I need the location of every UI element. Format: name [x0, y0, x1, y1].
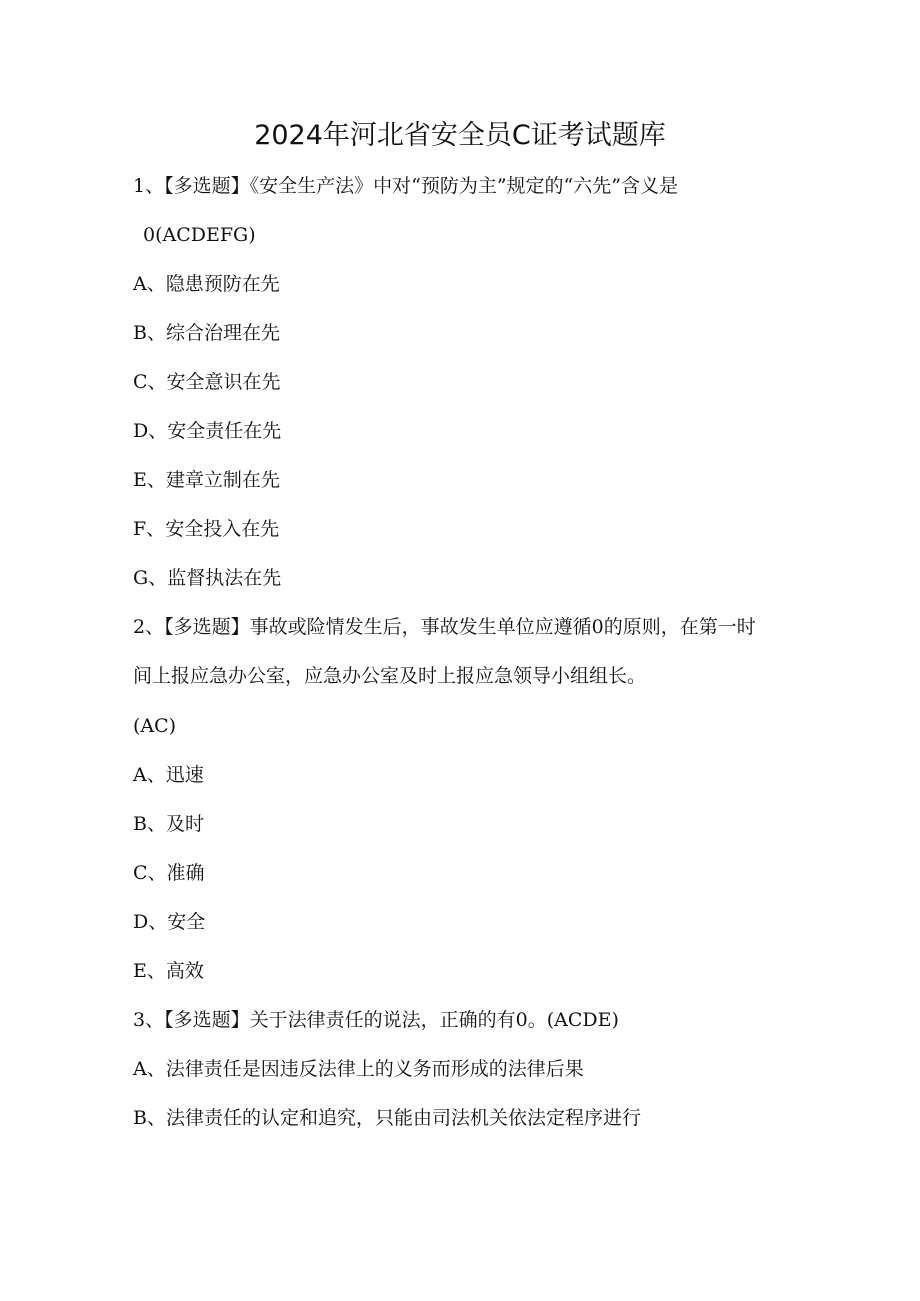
option-text: 高效 — [165, 960, 204, 982]
option-text: 迅速 — [165, 764, 204, 786]
option-letter: B、 — [133, 813, 166, 835]
option-text: 监督执法在先 — [167, 567, 282, 589]
question-1-option-e — [133, 466, 280, 494]
option-text: 安全意识在先 — [166, 371, 281, 393]
question-2-option-a — [133, 761, 204, 789]
option-letter: E、 — [133, 469, 166, 491]
question-3-option-a — [133, 1055, 584, 1083]
option-text: 法律责任的认定和追究，只能由司法机关依法定程序进行 — [165, 1107, 641, 1129]
question-2-option-c — [133, 859, 205, 887]
option-letter: D、 — [133, 420, 168, 442]
question-3-type: 【多选题】 — [164, 1009, 250, 1031]
question-1-line-2: 0(ACDEFG) — [143, 224, 256, 246]
question-1-option-g — [133, 564, 281, 592]
question-1-option-a — [133, 270, 280, 298]
question-1-option-c — [133, 368, 281, 396]
option-text: 综合治理在先 — [165, 322, 280, 344]
question-2-answer: (AC) — [133, 715, 177, 737]
question-3-line-1 — [133, 1006, 619, 1034]
document-title: 2024年河北省安全员C证考试题库 — [254, 120, 666, 151]
question-2-line-1 — [133, 613, 756, 641]
option-letter: A、 — [133, 273, 166, 295]
option-text: 及时 — [165, 813, 204, 835]
question-1-line-1 — [133, 172, 678, 200]
option-letter: C、 — [133, 371, 167, 393]
question-2-text: 事故或险情发生后，事故发生单位应遵循0的原则，在第一时 — [249, 616, 756, 638]
question-1-number: 1、 — [133, 175, 165, 197]
option-text: 隐患预防在先 — [165, 273, 280, 295]
question-1-option-b — [133, 319, 280, 347]
option-text: 安全 — [167, 911, 206, 933]
option-letter: E、 — [133, 960, 166, 982]
question-2-option-e — [133, 957, 204, 985]
option-text: 准确 — [166, 862, 205, 884]
option-letter: A、 — [133, 764, 166, 786]
question-3-text: 关于法律责任的说法，正确的有0。(ACDE) — [249, 1009, 619, 1031]
question-3-number: 3、 — [133, 1009, 165, 1031]
option-letter: B、 — [133, 1107, 166, 1129]
option-letter: C、 — [133, 862, 167, 884]
option-letter: G、 — [133, 567, 168, 589]
option-letter: F、 — [133, 518, 166, 540]
question-3-option-b — [133, 1104, 641, 1132]
question-2-number: 2、 — [133, 616, 165, 638]
question-1-option-d — [133, 417, 281, 445]
question-2-type: 【多选题】 — [164, 616, 250, 638]
option-letter: A、 — [133, 1058, 166, 1080]
option-text: 安全责任在先 — [167, 420, 282, 442]
question-2-line-2: 间上报应急办公室，应急办公室及时上报应急领导小组组长。 — [133, 665, 647, 687]
option-text: 法律责任是因违反法律上的义务而形成的法律后果 — [165, 1058, 584, 1080]
question-2-option-d — [133, 908, 205, 936]
question-1-text: 《安全生产法》中对“预防为主”规定的“六先”含义是 — [249, 175, 678, 197]
option-letter: B、 — [133, 322, 166, 344]
question-1-type: 【多选题】 — [164, 175, 250, 197]
option-text: 安全投入在先 — [165, 518, 280, 540]
option-letter: D、 — [133, 911, 168, 933]
option-text: 建章立制在先 — [165, 469, 280, 491]
question-2-option-b — [133, 810, 204, 838]
question-1-option-f — [133, 515, 279, 543]
